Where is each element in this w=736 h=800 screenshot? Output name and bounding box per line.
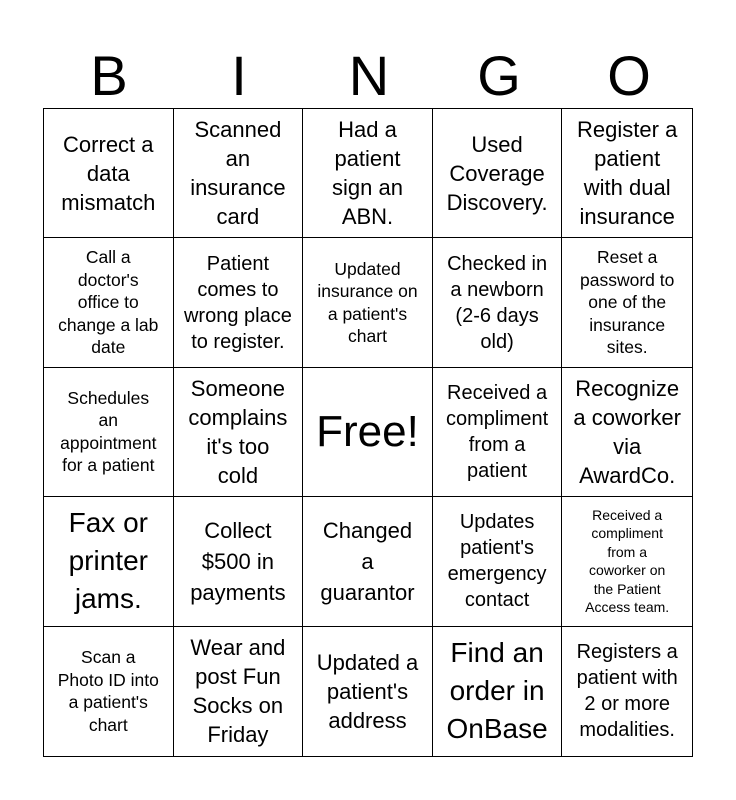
bingo-cell[interactable] (44, 238, 174, 367)
bingo-cell[interactable] (44, 109, 174, 238)
free-space-text: Free! (316, 406, 419, 456)
header-letter-g: G (477, 44, 521, 107)
cell-text: Reset a password to one of the insurance sites. (580, 247, 675, 358)
cell-text: Scan a Photo ID into a patient's chart (57, 647, 159, 735)
bingo-board (43, 108, 693, 757)
bingo-cell[interactable] (562, 368, 692, 497)
cell-text: Received a compliment from a coworker on the Patient Access team. (585, 506, 670, 616)
cell-text: Wear and post Fun Socks on Friday (190, 635, 286, 748)
cell-text: Updates patient's emergency contact (447, 511, 547, 612)
bingo-cell[interactable] (44, 497, 174, 626)
header-letter-o: O (607, 44, 651, 107)
cell-text: Recognize a coworker via AwardCo. (573, 375, 681, 488)
cell-text: Received a compliment from a patient (445, 381, 549, 482)
bingo-cell[interactable] (303, 109, 433, 238)
bingo-cell[interactable] (433, 238, 563, 367)
header-letter-b: B (90, 44, 128, 107)
cell-text: Collect $500 in payments (190, 517, 286, 605)
bingo-cell[interactable] (562, 627, 692, 756)
bingo-cell[interactable] (562, 109, 692, 238)
bingo-cell[interactable] (433, 497, 563, 626)
bingo-cell[interactable] (174, 627, 304, 756)
bingo-header (44, 44, 694, 107)
bingo-cell[interactable] (433, 627, 563, 756)
bingo-cell[interactable] (174, 368, 304, 497)
bingo-cell[interactable] (562, 238, 692, 367)
bingo-cell[interactable] (562, 497, 692, 626)
bingo-cell[interactable] (174, 238, 304, 367)
cell-text: Scanned an insurance card (190, 117, 286, 230)
bingo-cell[interactable] (303, 497, 433, 626)
cell-text: Find an order in OnBase (446, 637, 548, 745)
bingo-cell[interactable] (433, 368, 563, 497)
cell-text: Call a doctor's office to change a lab date (58, 247, 159, 358)
header-letter-n: N (348, 44, 390, 107)
bingo-cell[interactable] (44, 368, 174, 497)
cell-text: Patient comes to wrong place to register. (183, 252, 292, 353)
header-letter-i: I (231, 44, 247, 107)
cell-text: Used Coverage Discovery. (446, 131, 548, 215)
cell-text: Had a patient sign an ABN. (332, 117, 403, 230)
bingo-cell[interactable] (303, 238, 433, 367)
cell-text: Changed a guarantor (320, 517, 415, 605)
cell-text: Fax or printer jams. (68, 507, 148, 615)
cell-text: Updated insurance on a patient's chart (317, 258, 418, 347)
cell-text: Checked in a newborn (2-6 days old) (447, 252, 548, 353)
cell-text: Register a patient with dual insurance (577, 117, 678, 230)
bingo-cell[interactable] (174, 497, 304, 626)
cell-text: Schedules an appointment for a patient (60, 387, 157, 476)
bingo-cell[interactable] (433, 109, 563, 238)
cell-text: Updated a patient's address (316, 649, 419, 733)
bingo-cell[interactable] (174, 109, 304, 238)
bingo-cell[interactable] (44, 627, 174, 756)
free-space[interactable] (303, 368, 433, 497)
cell-text: Someone complains it's too cold (188, 375, 288, 488)
bingo-cell[interactable] (303, 627, 433, 756)
cell-text: Registers a patient with 2 or more modalities. (576, 641, 678, 742)
cell-text: Correct a data mismatch (61, 131, 156, 215)
